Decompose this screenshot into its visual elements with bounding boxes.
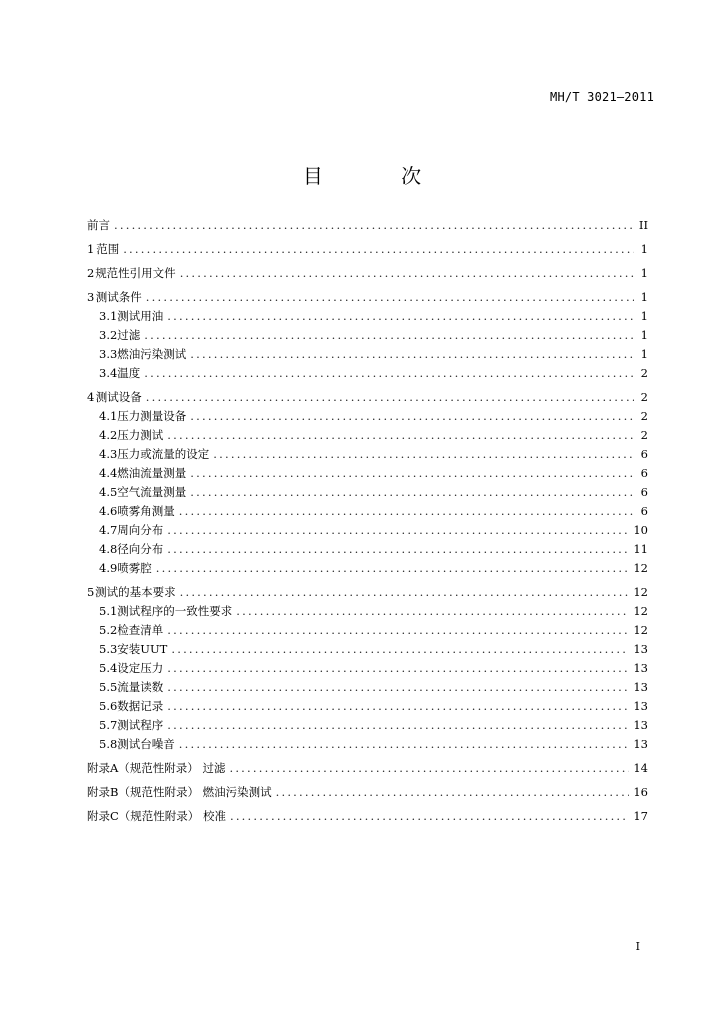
toc-dot-leader [179, 735, 630, 754]
toc-entry-page: 1 [640, 242, 648, 256]
toc-dot-leader [146, 388, 634, 407]
toc-entry-page: 13 [633, 661, 648, 675]
toc-entry-number: 4.7 [99, 523, 118, 537]
toc-dot-leader [123, 240, 634, 259]
toc-entry[interactable] [87, 326, 648, 345]
toc-entry[interactable] [87, 502, 648, 521]
toc-entry[interactable] [87, 716, 648, 735]
toc-entry[interactable] [87, 464, 648, 483]
toc-entry-number: 4.9 [99, 561, 118, 575]
toc-dot-leader [144, 364, 634, 383]
toc-entry-page: 12 [633, 561, 648, 575]
toc-entry-page: 1 [640, 347, 648, 361]
toc-entry-label: 测试程序 [117, 718, 164, 732]
toc-entry-page: 12 [633, 623, 648, 637]
toc-dot-leader [276, 783, 630, 802]
toc-entry-label: 设定压力 [117, 661, 164, 675]
toc-dot-leader [180, 583, 630, 602]
toc-entry-label: 喷雾角测量 [117, 504, 175, 518]
toc-entry-label: 安装UUT [117, 642, 168, 656]
toc-entry-number: 4 [87, 390, 95, 404]
toc-entry-label: 测试设备 [95, 390, 142, 404]
toc-entry-number: 4.4 [99, 466, 118, 480]
page-title: 目 次 [302, 164, 458, 188]
toc-entry[interactable] [87, 759, 648, 778]
toc-entry-number: 4.2 [99, 428, 118, 442]
toc-entry[interactable] [87, 540, 648, 559]
toc-entry[interactable] [87, 735, 648, 754]
toc-dot-leader [213, 445, 634, 464]
toc-entry-label: 测试程序的一致性要求 [117, 604, 233, 618]
toc-dot-leader [190, 345, 634, 364]
toc-dot-leader [236, 602, 629, 621]
toc-entry[interactable] [87, 216, 648, 235]
toc-entry[interactable] [87, 602, 648, 621]
toc-entry-number: 3.1 [99, 309, 118, 323]
toc-entry-label: 附录B（规范性附录） 燃油污染测试 [87, 785, 272, 799]
toc-entry-label: 径向分布 [117, 542, 164, 556]
toc-entry[interactable] [87, 697, 648, 716]
toc-dot-leader [167, 678, 629, 697]
toc-entry[interactable] [87, 521, 648, 540]
toc-entry-label: 测试台噪音 [117, 737, 175, 751]
toc-dot-leader [167, 540, 629, 559]
toc-entry-page: 2 [640, 428, 648, 442]
toc-entry[interactable] [87, 426, 648, 445]
toc-entry-page: 1 [640, 290, 648, 304]
toc-entry-number: 3.3 [99, 347, 118, 361]
toc-entry[interactable] [87, 678, 648, 697]
toc-entry[interactable] [87, 264, 648, 283]
toc-dot-leader [167, 697, 629, 716]
toc-dot-leader [179, 502, 634, 521]
toc-entry-number: 4.6 [99, 504, 118, 518]
toc-entry-page: 6 [640, 485, 648, 499]
toc-entry[interactable] [87, 240, 648, 259]
toc-entry-label: 温度 [117, 366, 141, 380]
toc-entry-label: 压力测试 [117, 428, 164, 442]
toc-entry-page: 2 [640, 366, 648, 380]
toc-entry-page: 2 [640, 409, 648, 423]
toc-entry-page: 13 [633, 680, 648, 694]
toc-entry-page: 6 [640, 447, 648, 461]
toc-dot-leader [180, 264, 634, 283]
toc-dot-leader [144, 326, 634, 345]
toc-entry[interactable] [87, 388, 648, 407]
toc-entry-page: 6 [640, 504, 648, 518]
toc-entry-label: 燃油流量测量 [117, 466, 187, 480]
toc-entry[interactable] [87, 288, 648, 307]
toc-entry-label: 周向分布 [117, 523, 164, 537]
toc-entry-number: 5.7 [99, 718, 118, 732]
standard-code: MH/T 3021—2011 [550, 90, 654, 104]
toc-entry[interactable] [87, 640, 648, 659]
toc-entry-page: 6 [640, 466, 648, 480]
toc-entry-page: 13 [633, 718, 648, 732]
toc-entry-number: 5.4 [99, 661, 118, 675]
toc-entry-label: 过滤 [117, 328, 141, 342]
toc-entry-number: 4.3 [99, 447, 118, 461]
toc-entry[interactable] [87, 307, 648, 326]
toc-entry[interactable] [87, 483, 648, 502]
toc-dot-leader [167, 659, 629, 678]
toc-dot-leader [167, 521, 629, 540]
toc-entry-number: 2 [87, 266, 95, 280]
toc-entry[interactable] [87, 445, 648, 464]
toc-entry-page: 13 [633, 737, 648, 751]
toc-entry-label: 检查清单 [117, 623, 164, 637]
toc-entry-label: 测试条件 [95, 290, 142, 304]
toc-entry-number: 4.8 [99, 542, 118, 556]
toc-entry-page: 11 [633, 542, 648, 556]
toc-dot-leader [190, 464, 634, 483]
toc-entry-label: 前言 [87, 218, 110, 232]
toc-dot-leader [171, 640, 629, 659]
toc-entry-number: 5.2 [99, 623, 118, 637]
toc-entry-label: 压力测量设备 [117, 409, 187, 423]
toc-entry-number: 5.6 [99, 699, 118, 713]
toc-entry-page: 12 [633, 585, 648, 599]
toc-entry-number: 5.5 [99, 680, 118, 694]
toc-entry-label: 测试的基本要求 [95, 585, 176, 599]
toc-entry-label: 范围 [96, 242, 120, 256]
toc-dot-leader [146, 288, 634, 307]
toc-entry-number: 3.2 [99, 328, 118, 342]
toc-entry-page: 12 [633, 604, 648, 618]
toc-entry[interactable] [87, 807, 648, 826]
toc-entry[interactable] [87, 583, 648, 602]
toc-dot-leader [230, 807, 629, 826]
toc-dot-leader [167, 426, 634, 445]
toc-entry[interactable] [87, 345, 648, 364]
toc-dot-leader [190, 407, 634, 426]
toc-entry-page: 1 [640, 309, 648, 323]
toc-entry-label: 测试用油 [117, 309, 164, 323]
toc-entry-number: 5.1 [99, 604, 118, 618]
toc-dot-leader [167, 621, 629, 640]
toc-entry-label: 附录C（规范性附录） 校准 [87, 809, 226, 823]
toc-dot-leader [229, 759, 629, 778]
toc-entry[interactable] [87, 364, 648, 383]
toc-entry-number: 3 [87, 290, 95, 304]
toc-entry-page: 1 [640, 266, 648, 280]
toc-entry-page: II [638, 218, 648, 232]
toc-entry-page: 17 [633, 809, 648, 823]
toc-entry[interactable] [87, 407, 648, 426]
toc-entry[interactable] [87, 659, 648, 678]
toc-entry-label: 附录A（规范性附录） 过滤 [87, 761, 226, 775]
toc-entry-label: 压力或流量的设定 [117, 447, 210, 461]
toc-entry-label: 燃油污染测试 [117, 347, 187, 361]
toc-entry-page: 14 [633, 761, 648, 775]
toc-entry-page: 2 [640, 390, 648, 404]
toc-entry[interactable] [87, 621, 648, 640]
toc-entry-label: 空气流量测量 [117, 485, 187, 499]
toc-entry-number: 4.5 [99, 485, 118, 499]
toc-entry-label: 数据记录 [117, 699, 164, 713]
toc-entry-label: 喷雾腔 [117, 561, 152, 575]
toc-entry-page: 10 [633, 523, 648, 537]
toc-entry-page: 16 [633, 785, 648, 799]
toc-dot-leader [190, 483, 634, 502]
toc-entry-page: 13 [633, 699, 648, 713]
toc-entry-number: 5 [87, 585, 95, 599]
toc-dot-leader [156, 559, 630, 578]
toc-entry-label: 流量读数 [117, 680, 164, 694]
toc-entry-page: 1 [640, 328, 648, 342]
toc-entry-number: 4.1 [99, 409, 118, 423]
toc-entry-number: 3.4 [99, 366, 118, 380]
toc-entry-number: 5.8 [99, 737, 118, 751]
toc-entry-number: 1 [87, 242, 95, 256]
toc-dot-leader [167, 307, 634, 326]
table-of-contents [87, 216, 648, 826]
toc-entry-page: 13 [633, 642, 648, 656]
toc-dot-leader [114, 216, 634, 235]
toc-entry[interactable] [87, 559, 648, 578]
toc-dot-leader [167, 716, 629, 735]
toc-entry[interactable] [87, 783, 648, 802]
toc-entry-number: 5.3 [99, 642, 118, 656]
toc-entry-label: 规范性引用文件 [95, 266, 176, 280]
page-number: I [635, 940, 640, 953]
